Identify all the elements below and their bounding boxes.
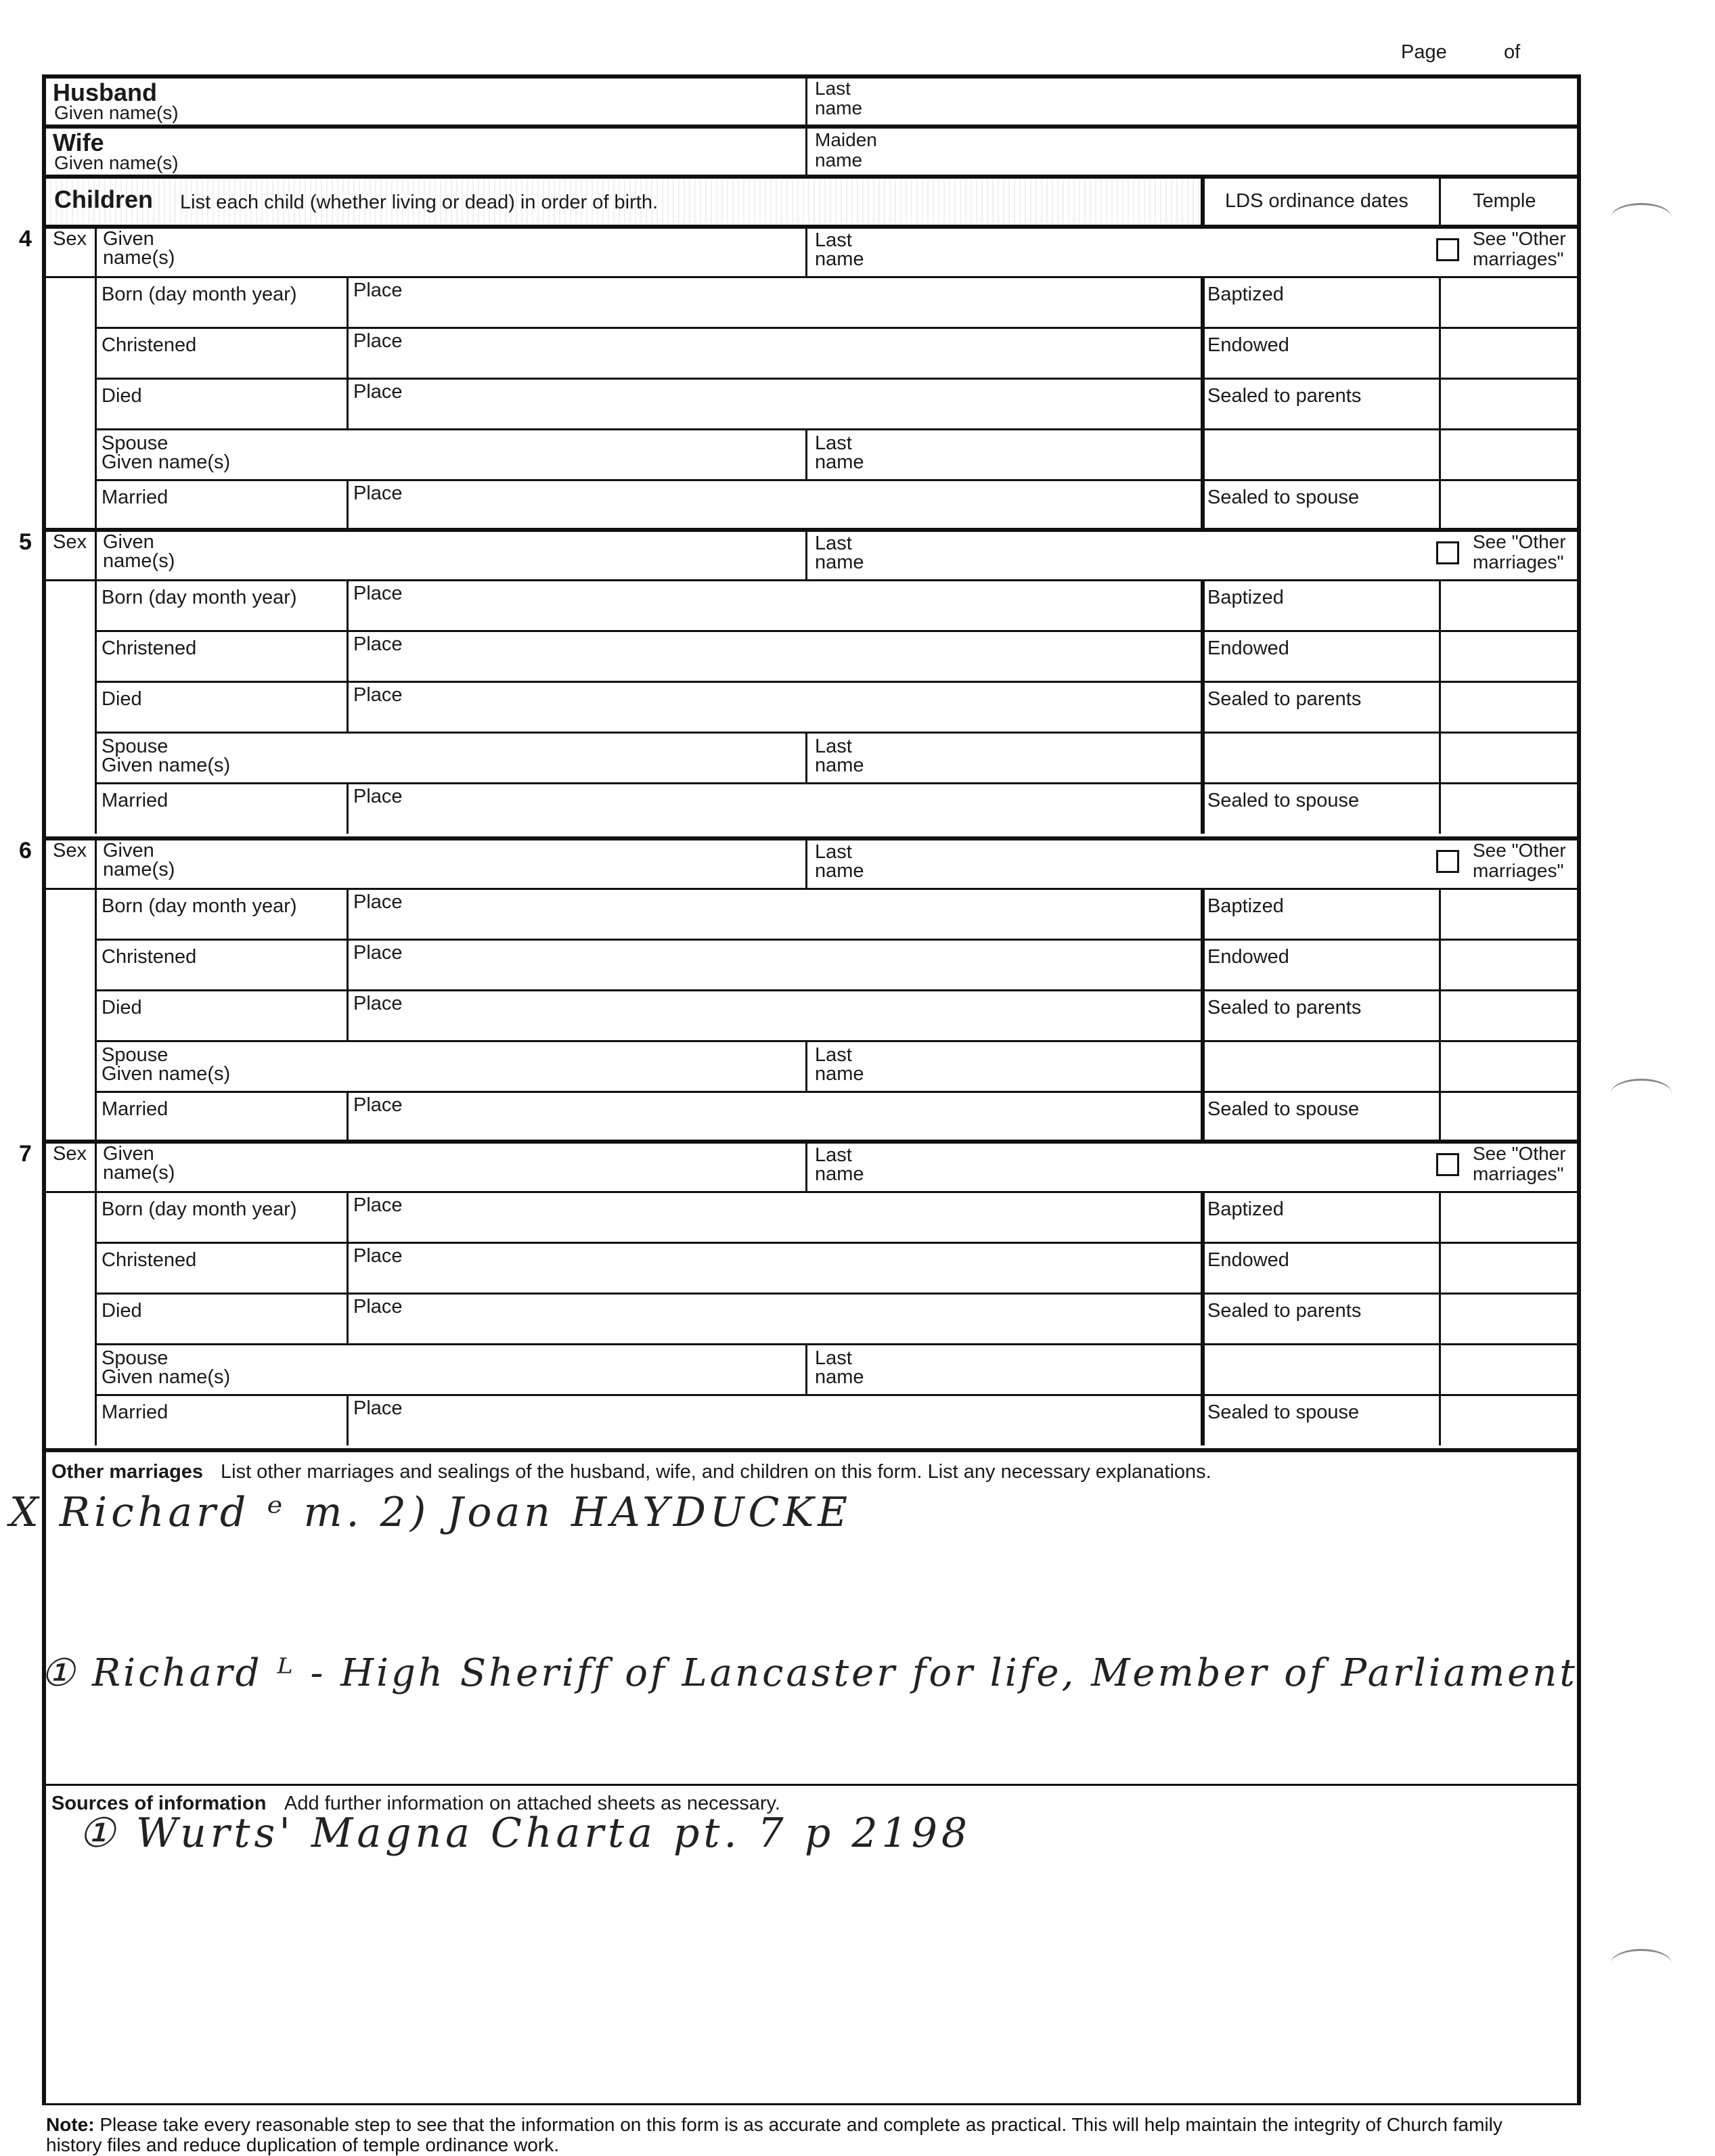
spouse-label-2: Given name(s) (102, 755, 231, 776)
spouse-last-field[interactable] (873, 1043, 1570, 1088)
married-place-divider (347, 782, 349, 834)
sex-label: Sex (53, 228, 87, 250)
died-label: Died (102, 385, 142, 407)
baptized-date-field[interactable] (1327, 1195, 1435, 1240)
died-bottom (95, 1040, 1581, 1042)
married-label: Married (102, 487, 169, 508)
married-place-field[interactable] (420, 786, 1191, 831)
baptized-temple-field[interactable] (1444, 1195, 1573, 1240)
christened-bottom (95, 989, 1581, 991)
spouse-last-field[interactable] (873, 432, 1570, 476)
endowed-date-field[interactable] (1327, 331, 1435, 376)
christened-label: Christened (102, 1249, 197, 1271)
child-number: 5 (19, 529, 32, 555)
married-place-label: Place (353, 482, 403, 504)
note-line-2: history files and reduce duplication of temple ordinance work. (46, 2134, 559, 2155)
husband-title: Husband (53, 78, 158, 106)
spouse-last-label-1: Last (815, 1347, 852, 1369)
married-place-divider (347, 1091, 349, 1142)
baptized-label: Baptized (1207, 895, 1284, 917)
sex-field[interactable] (47, 1167, 92, 1190)
last-label-1: Last (815, 229, 852, 251)
temple-column-divider (1439, 888, 1441, 1142)
born-place-divider (347, 888, 349, 1041)
wife-given-names-label: Given name(s) (54, 152, 179, 173)
see-other-label-2: marriages" (1473, 552, 1564, 572)
spouse-last-label-2: name (815, 1063, 864, 1085)
sources-handwriting-1: ① Wurts' Magna Charta pt. 7 p 2198 (79, 1810, 972, 1857)
baptized-date-field[interactable] (1327, 280, 1435, 325)
died-label: Died (102, 688, 142, 710)
married-label: Married (102, 1098, 169, 1120)
died-place-label: Place (353, 684, 403, 706)
given-label-2: name(s) (103, 1162, 175, 1184)
endowed-label: Endowed (1207, 637, 1289, 659)
died-label: Died (102, 997, 142, 1018)
sealed-parents-temple-field[interactable] (1444, 993, 1573, 1038)
spouse-last-label-1: Last (815, 432, 852, 454)
lds-column-divider (1201, 579, 1205, 834)
sources-top-line (42, 1784, 1581, 1786)
see-other-label-2: marriages" (1473, 1163, 1564, 1184)
spouse-label-2: Given name(s) (102, 1366, 231, 1388)
spouse-last-label-1: Last (815, 1044, 852, 1066)
other-marriages-checkbox[interactable] (1436, 238, 1459, 261)
born-label: Born (day month year) (102, 587, 297, 608)
wife-given-field[interactable] (271, 127, 799, 173)
born-bottom (95, 327, 1581, 329)
christened-place-field[interactable] (420, 943, 1191, 987)
given-label-2: name(s) (103, 859, 175, 880)
given-label-2: name(s) (103, 550, 175, 572)
temple-divider (1439, 177, 1441, 225)
married-place-field[interactable] (420, 1398, 1191, 1443)
baptized-label: Baptized (1207, 1198, 1284, 1220)
spouse-bottom (95, 1091, 1581, 1093)
christened-place-field[interactable] (420, 634, 1191, 679)
endowed-label: Endowed (1207, 1249, 1289, 1271)
endowed-label: Endowed (1207, 946, 1289, 968)
children-title: Children (54, 185, 154, 213)
given-label-2: name(s) (103, 247, 175, 269)
christened-place-field[interactable] (420, 1246, 1191, 1290)
temple-column-divider (1439, 276, 1441, 531)
lds-divider (1201, 177, 1205, 225)
endowed-temple-field[interactable] (1444, 943, 1573, 987)
child-given-field[interactable] (203, 229, 799, 272)
born-place-divider (347, 1191, 349, 1344)
spouse-bottom (95, 782, 1581, 784)
last-label-1: Last (815, 1144, 852, 1166)
child-number: 4 (19, 226, 32, 252)
child-name-bottom (42, 579, 1581, 581)
note-text-1: Please take every reasonable step to see that the information on this form is as accurate and complete as practical. This will help maintain the integrity of Church family (99, 2114, 1502, 2135)
spouse-last-divider (805, 428, 807, 479)
lds-column-divider (1201, 276, 1205, 531)
died-label: Died (102, 1300, 142, 1322)
see-other-label-1: See "Other (1473, 840, 1566, 861)
endowed-date-field[interactable] (1327, 634, 1435, 679)
died-place-label: Place (353, 1296, 403, 1318)
given-last-divider (805, 530, 807, 580)
died-place-field[interactable] (420, 993, 1191, 1038)
sealed-spouse-temple-field[interactable] (1444, 483, 1573, 528)
last-label-2: name (815, 552, 864, 573)
child-number: 7 (19, 1141, 32, 1167)
born-place-label: Place (353, 1194, 403, 1216)
see-other-label-1: See "Other (1473, 1143, 1566, 1164)
lds-label: LDS ordinance dates (1225, 190, 1408, 212)
spouse-last-divider (805, 732, 807, 782)
sealed-spouse-temple-field[interactable] (1444, 1095, 1573, 1140)
sources-instruction: Add further information on attached sheets as necessary. (284, 1793, 780, 1814)
died-bottom (95, 428, 1581, 430)
last-label-2: name (815, 1163, 864, 1185)
temple-column-divider (1439, 1191, 1441, 1445)
baptized-temple-field[interactable] (1444, 583, 1573, 628)
christened-place-label: Place (353, 330, 403, 352)
spouse-given-field[interactable] (271, 1043, 799, 1088)
husband-last-label-1: Last (815, 78, 851, 99)
other-marriages-checkbox[interactable] (1436, 1153, 1459, 1176)
husband-last-field[interactable] (873, 77, 1570, 123)
see-other-label-2: marriages" (1473, 860, 1564, 881)
christened-place-label: Place (353, 633, 403, 655)
child-name-bottom (42, 888, 1581, 890)
christened-label: Christened (102, 334, 197, 356)
husband-last-label-2: name (815, 97, 863, 118)
baptized-temple-field[interactable] (1444, 280, 1573, 325)
sealed-parents-label: Sealed to parents (1207, 997, 1362, 1018)
born-place-field[interactable] (420, 1195, 1191, 1240)
child-last-field[interactable] (873, 840, 1428, 884)
born-bottom (95, 630, 1581, 632)
christened-place-label: Place (353, 1245, 403, 1267)
born-place-field[interactable] (420, 583, 1191, 628)
married-place-field[interactable] (420, 483, 1191, 528)
wife-maiden-label-2: name (815, 150, 863, 171)
sealed-parents-label: Sealed to parents (1207, 385, 1362, 407)
husband-given-names-label: Given name(s) (54, 102, 179, 123)
born-bottom (95, 939, 1581, 941)
punch-hole-mark (1611, 1079, 1672, 1108)
child-name-bottom (42, 276, 1581, 278)
other-marriages-area[interactable] (47, 1486, 1572, 1777)
sealed-parents-label: Sealed to parents (1207, 1300, 1362, 1322)
note-line-1 (46, 2114, 1502, 2136)
other-marriages-top-line (42, 1448, 1581, 1452)
christened-bottom (95, 1293, 1581, 1295)
baptized-date-field[interactable] (1327, 892, 1435, 937)
frame-bottom (42, 2103, 1581, 2105)
spouse-label-1: Spouse (102, 736, 169, 757)
endowed-temple-field[interactable] (1444, 331, 1573, 376)
last-label-1: Last (815, 841, 852, 863)
other-marriages-checkbox[interactable] (1436, 541, 1459, 564)
spouse-label-1: Spouse (102, 1044, 169, 1066)
married-place-field[interactable] (420, 1095, 1191, 1140)
spouse-last-label-1: Last (815, 736, 852, 757)
baptized-label: Baptized (1207, 587, 1284, 608)
married-place-divider (347, 1394, 349, 1445)
spouse-last-label-2: name (815, 1366, 864, 1388)
sealed-spouse-label: Sealed to spouse (1207, 1098, 1360, 1120)
died-place-field[interactable] (420, 1297, 1191, 1341)
spouse-last-field[interactable] (873, 1347, 1570, 1391)
spouse-last-field[interactable] (873, 735, 1570, 780)
died-place-field[interactable] (420, 382, 1191, 426)
spouse-last-divider (805, 1040, 807, 1091)
other-marriages-instruction: List other marriages and sealings of the husband, wife, and children on this form. List any necessary explanations. (221, 1461, 1211, 1483)
last-label-2: name (815, 860, 864, 882)
died-bottom (95, 1343, 1581, 1345)
baptized-label: Baptized (1207, 284, 1284, 305)
born-place-label: Place (353, 279, 403, 301)
endowed-label: Endowed (1207, 334, 1289, 356)
spouse-given-field[interactable] (271, 432, 799, 476)
child-given-field[interactable] (203, 840, 799, 884)
husband-divider (805, 76, 807, 126)
died-place-label: Place (353, 381, 403, 403)
christened-place-field[interactable] (420, 331, 1191, 376)
married-label: Married (102, 1401, 169, 1423)
see-other-label-1: See "Other (1473, 531, 1566, 552)
of-label: of (1504, 41, 1521, 63)
endowed-temple-field[interactable] (1444, 1246, 1573, 1290)
child-given-field[interactable] (203, 532, 799, 575)
other-marriages-handwriting-2: ① Richard ᴸ - High Sheriff of Lancaster for life, Member of Parliament (41, 1651, 1578, 1695)
spouse-last-divider (805, 1343, 807, 1394)
sealed-parents-label: Sealed to parents (1207, 688, 1362, 710)
born-place-field[interactable] (420, 280, 1191, 325)
christened-bottom (95, 681, 1581, 683)
sex-field[interactable] (47, 863, 92, 886)
given-label-1: Given (103, 228, 154, 250)
given-last-divider (805, 838, 807, 889)
born-place-divider (347, 276, 349, 429)
christened-bottom (95, 378, 1581, 380)
spouse-bottom (95, 479, 1581, 481)
died-place-field[interactable] (420, 685, 1191, 729)
born-label: Born (day month year) (102, 895, 297, 917)
punch-hole-mark (1611, 1949, 1672, 1978)
married-label: Married (102, 790, 169, 811)
see-other-label-1: See "Other (1473, 228, 1566, 249)
frame-left (42, 74, 46, 2105)
given-label-1: Given (103, 531, 154, 553)
sex-label: Sex (53, 1143, 87, 1165)
child-name-bottom (42, 1191, 1581, 1193)
sealed-spouse-label: Sealed to spouse (1207, 1401, 1360, 1423)
child-last-field[interactable] (873, 532, 1428, 575)
other-marriages-handwriting-1: X Richard ᵉ m. 2) Joan HAYDUCKE (9, 1489, 852, 1536)
sealed-parents-temple-field[interactable] (1444, 1297, 1573, 1341)
sealed-spouse-label: Sealed to spouse (1207, 790, 1360, 811)
lds-column-divider (1201, 888, 1205, 1142)
baptized-temple-field[interactable] (1444, 892, 1573, 937)
christened-label: Christened (102, 946, 197, 968)
given-last-divider (805, 227, 807, 277)
sex-field[interactable] (47, 555, 92, 578)
born-place-label: Place (353, 891, 403, 913)
sources-title: Sources of information (51, 1793, 267, 1814)
christened-place-label: Place (353, 942, 403, 964)
wife-title: Wife (53, 129, 104, 156)
sex-label: Sex (53, 840, 87, 861)
sealed-spouse-temple-field[interactable] (1444, 786, 1573, 831)
married-place-label: Place (353, 1094, 403, 1116)
husband-given-field[interactable] (271, 77, 799, 123)
spouse-last-label-2: name (815, 755, 864, 776)
born-label: Born (day month year) (102, 1198, 297, 1220)
married-place-label: Place (353, 786, 403, 807)
spouse-bottom (95, 1394, 1581, 1396)
given-label-1: Given (103, 840, 154, 861)
note-title: Note: (46, 2114, 95, 2135)
given-last-divider (805, 1142, 807, 1192)
sealed-spouse-label: Sealed to spouse (1207, 487, 1360, 508)
given-label-1: Given (103, 1143, 154, 1165)
born-place-divider (347, 579, 349, 732)
other-marriages-title: Other marriages (51, 1461, 204, 1483)
last-label-2: name (815, 248, 864, 270)
spouse-label-2: Given name(s) (102, 451, 231, 473)
sources-area[interactable] (47, 1820, 1572, 2098)
punch-hole-mark (1611, 203, 1672, 232)
died-bottom (95, 732, 1581, 734)
died-place-label: Place (353, 993, 403, 1014)
child-number: 6 (19, 838, 32, 863)
sealed-spouse-temple-field[interactable] (1444, 1398, 1573, 1443)
page-label: Page (1401, 41, 1447, 63)
baptized-date-field[interactable] (1327, 583, 1435, 628)
spouse-given-field[interactable] (271, 735, 799, 780)
sex-field[interactable] (47, 252, 92, 275)
sex-label: Sex (53, 531, 87, 553)
see-other-label-2: marriages" (1473, 248, 1564, 269)
temple-label: Temple (1473, 190, 1536, 212)
born-label: Born (day month year) (102, 284, 297, 305)
sealed-parents-temple-field[interactable] (1444, 685, 1573, 729)
born-bottom (95, 1242, 1581, 1244)
endowed-temple-field[interactable] (1444, 634, 1573, 679)
spouse-last-label-2: name (815, 451, 864, 473)
other-marriages-checkbox[interactable] (1436, 850, 1459, 873)
last-label-1: Last (815, 533, 852, 554)
spouse-label-1: Spouse (102, 1347, 169, 1369)
children-instruction: List each child (whether living or dead) in order of birth. (180, 192, 659, 213)
born-place-field[interactable] (420, 892, 1191, 937)
wife-maiden-label-1: Maiden (815, 129, 877, 150)
christened-label: Christened (102, 637, 197, 659)
temple-column-divider (1439, 579, 1441, 834)
endowed-date-field[interactable] (1327, 1246, 1435, 1290)
spouse-label-1: Spouse (102, 432, 169, 454)
wife-divider (805, 126, 807, 176)
spouse-given-field[interactable] (271, 1347, 799, 1391)
child-last-field[interactable] (873, 229, 1428, 272)
born-place-label: Place (353, 583, 403, 604)
wife-maiden-field[interactable] (887, 127, 1570, 173)
sealed-parents-temple-field[interactable] (1444, 382, 1573, 426)
spouse-label-2: Given name(s) (102, 1063, 231, 1085)
married-place-label: Place (353, 1397, 403, 1419)
endowed-date-field[interactable] (1327, 943, 1435, 987)
lds-column-divider (1201, 1191, 1205, 1445)
child-last-field[interactable] (873, 1144, 1428, 1187)
child-given-field[interactable] (203, 1144, 799, 1187)
married-place-divider (347, 479, 349, 531)
